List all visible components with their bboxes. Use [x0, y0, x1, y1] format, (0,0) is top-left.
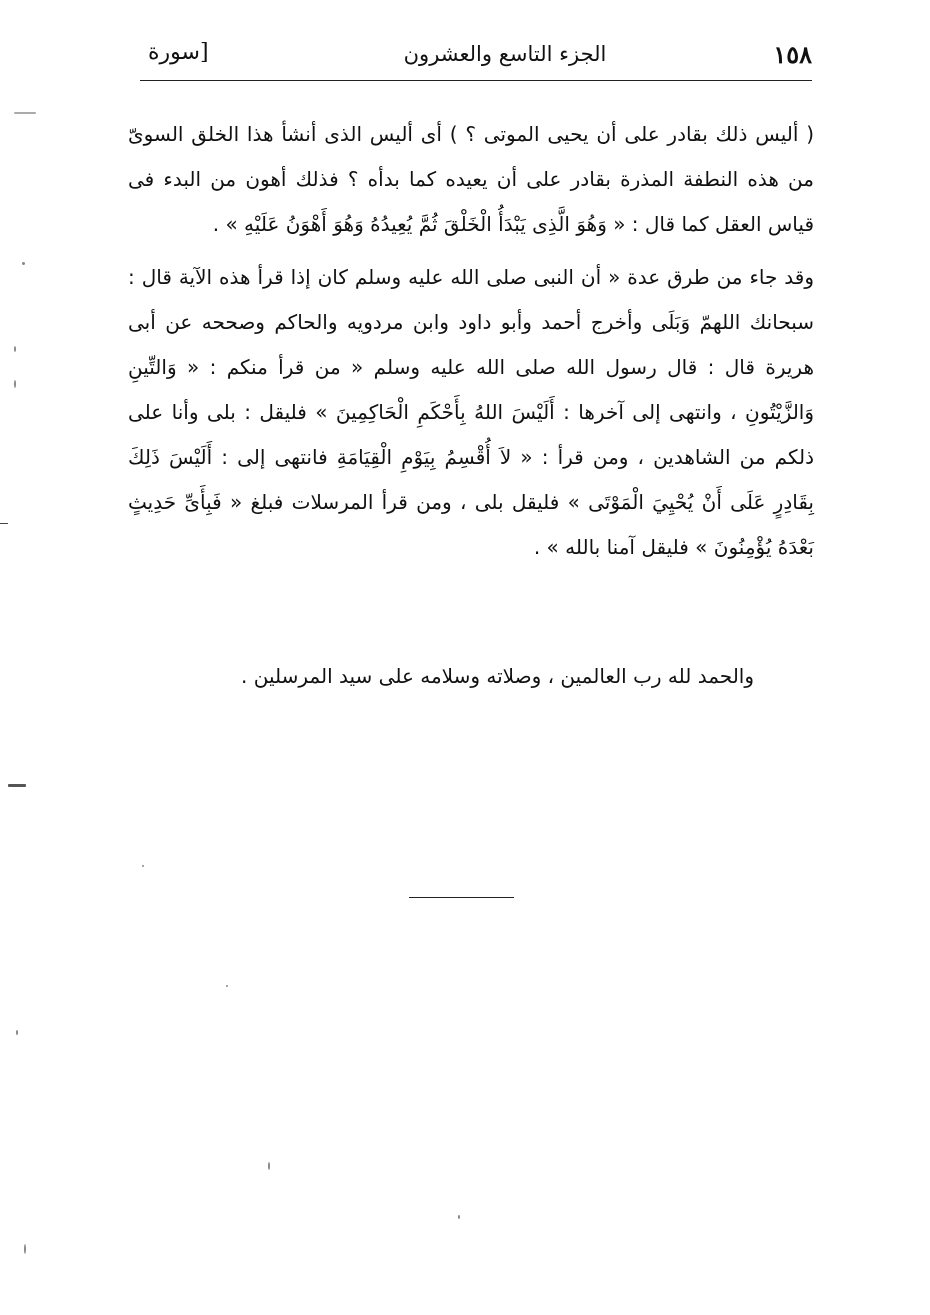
page-header [140, 38, 812, 78]
running-title: الجزء التاسع والعشرون [403, 42, 607, 66]
body-text [128, 112, 814, 570]
closing-line: والحمد لله رب العالمين ، وصلاته وسلامه على سيد المرسلين . [241, 664, 754, 688]
end-rule [409, 897, 514, 898]
scan-speck [8, 784, 26, 787]
paragraph-1: ( أليس ذلك بقادر على أن يحيى الموتى ؟ ) أى أليس الذى أنشأ هذا الخلق السوىّ من هذه النطفة المذرة بقادر على أن يعيده كما بدأه ؟ فذلك أهون من البدء فى قياس العقل كما قال : « وَهُوَ الَّذِى يَبْدَأُ الْخَلْقَ ثُمَّ يُعِيدُهُ وَهُوَ أَهْوَنُ عَلَيْهِ » . [128, 122, 814, 236]
scan-speck [14, 112, 36, 114]
page-number: ١٥٨ [773, 40, 812, 69]
surah-word: سورة [148, 40, 200, 65]
header-rule [140, 80, 812, 81]
scan-speck [22, 262, 25, 265]
scan-speck [226, 985, 228, 987]
scan-speck [268, 1162, 270, 1170]
scan-speck [24, 1244, 26, 1254]
margin-mark [0, 523, 8, 524]
scan-speck [14, 346, 16, 352]
scan-speck [458, 1215, 460, 1219]
scan-speck [16, 1030, 18, 1035]
surah-label [148, 40, 209, 65]
scan-speck [14, 380, 16, 388]
surah-bracket: [ [199, 40, 209, 65]
scan-speck [142, 865, 144, 867]
paragraph-2: وقد جاء من طرق عدة « أن النبى صلى الله عليه وسلم كان إذا قرأ هذه الآية قال : سبحانك اللهمّ وَبَلَى وأخرج أحمد وأبو داود وابن مردويه والحاكم وصححه عن أبى هريرة قال : قال رسول الله صلى الله عليه وسلم « من قرأ منكم : « وَالتِّينِ وَالزَّيْتُونِ ، وانتهى إلى آخرها : أَلَيْسَ اللهُ بِأَحْكَمِ الْحَاكِمِينَ » فليقل : بلى وأنا على ذلكم من الشاهدين ، ومن قرأ : « لاَ أُقْسِمُ بِيَوْمِ الْقِيَامَةِ فانتهى إلى : أَلَيْسَ ذَلِكَ بِقَادِرٍ عَلَى أَنْ يُحْيِيَ الْمَوْتَى » فليقل بلى ، ومن قرأ المرسلات فبلغ « فَبِأَىِّ حَدِيثٍ بَعْدَهُ يُؤْمِنُونَ » فليقل آمنا بالله » . [128, 265, 814, 559]
